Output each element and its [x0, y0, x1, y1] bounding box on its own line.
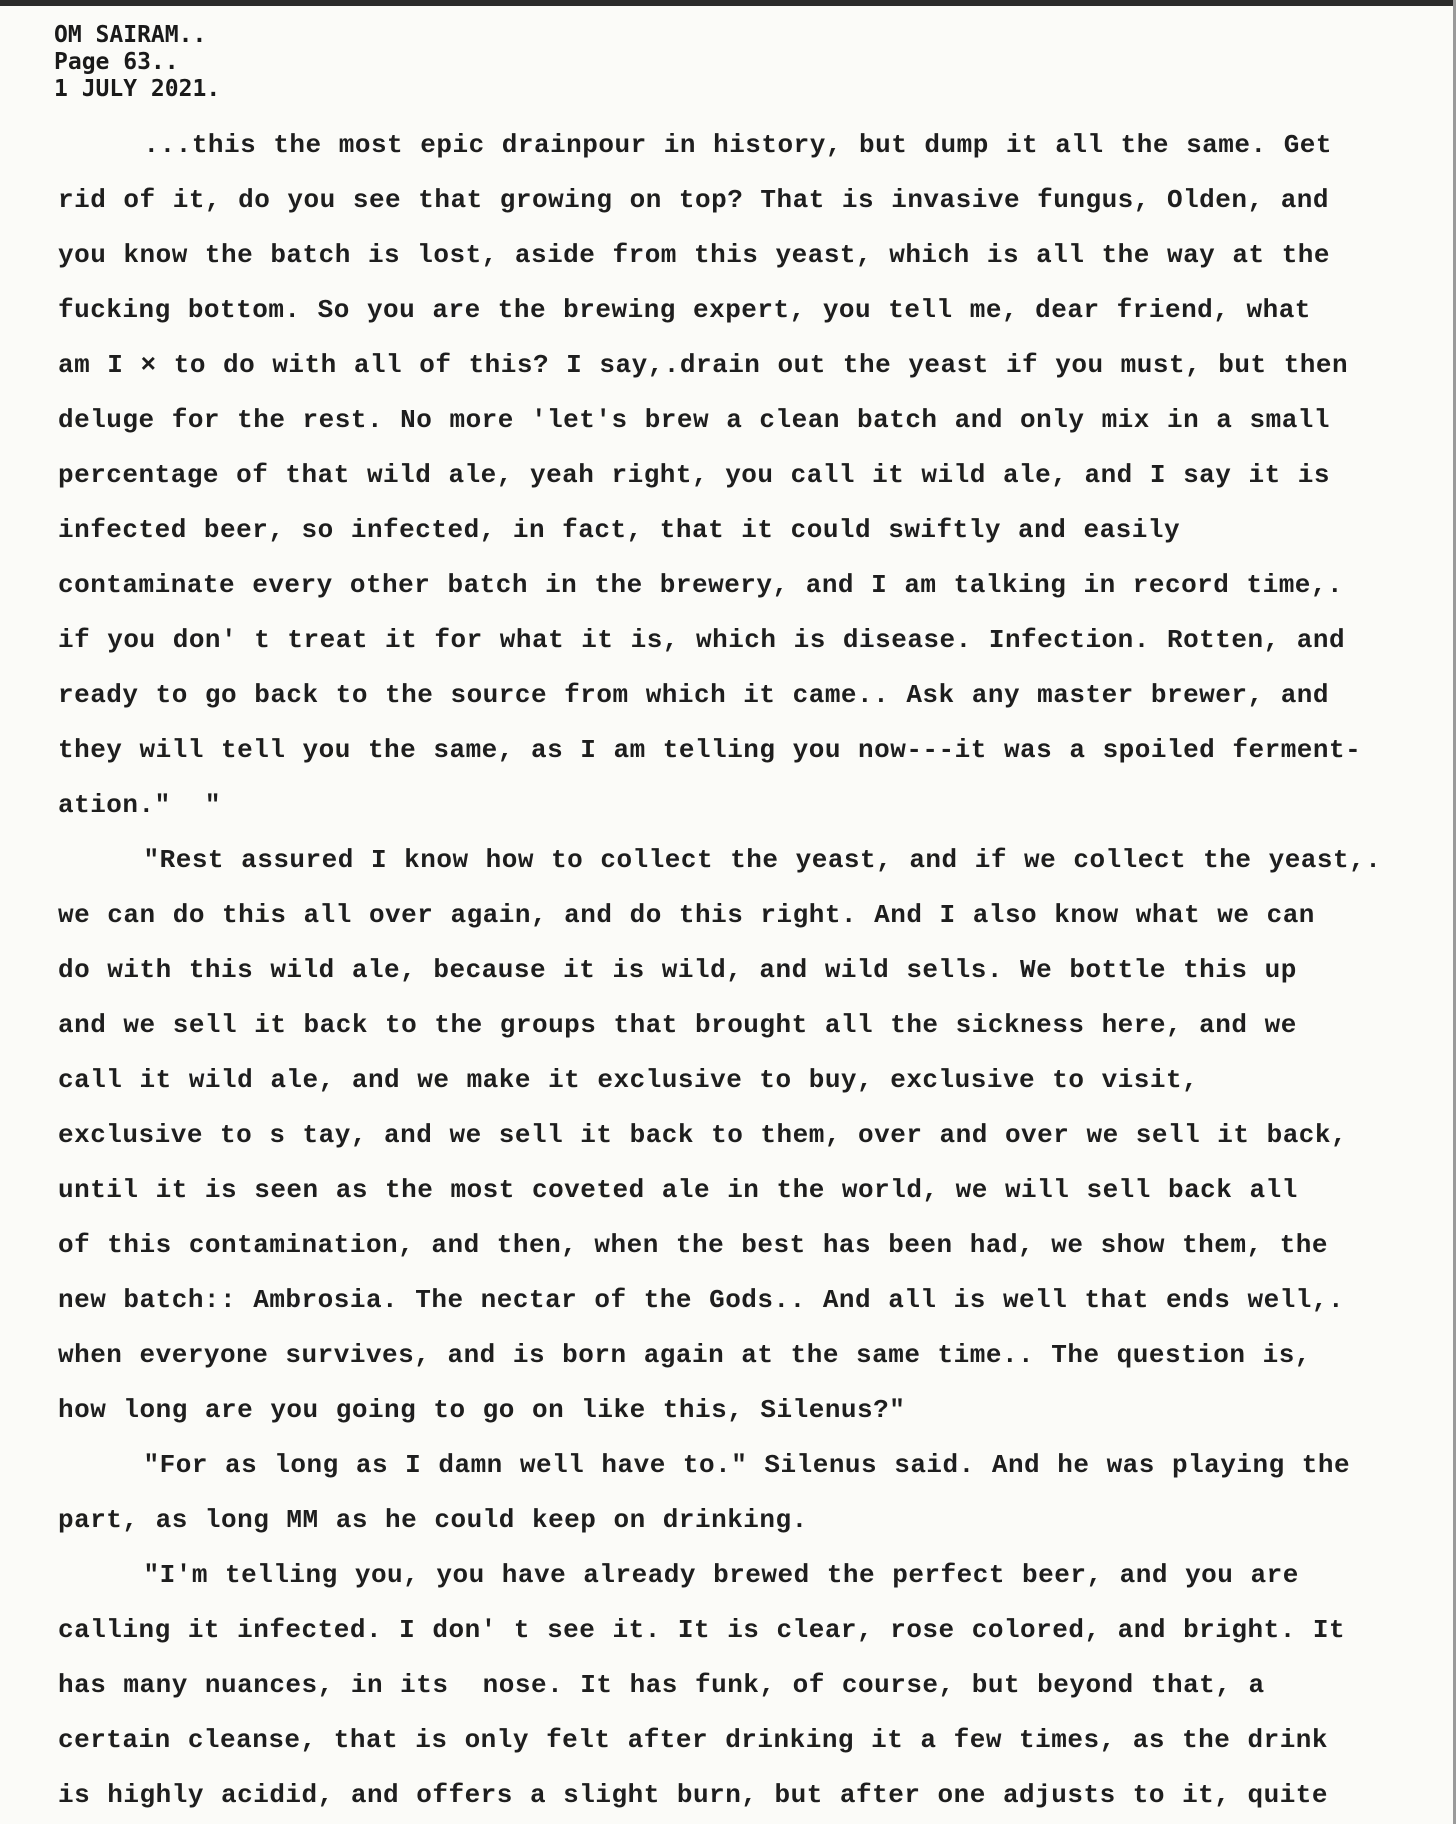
- header-line-invocation: OM SAIRAM..: [54, 22, 207, 48]
- text-line: if you don' t treat it for what it is, which is disease. Infection. Rotten, and: [58, 625, 1346, 655]
- page-header: [54, 22, 220, 103]
- body-text: [58, 118, 1398, 1823]
- header-line-date: 1 JULY 2021.: [54, 76, 221, 102]
- text-line: part, as long MM as he could keep on drinking.: [58, 1505, 808, 1535]
- text-line: percentage of that wild ale, yeah right, you call it wild ale, and I say it is: [58, 460, 1330, 490]
- text-line: call it wild ale, and we make it exclusive to buy, exclusive to visit,: [58, 1065, 1199, 1095]
- text-line: has many nuances, in its nose. It has funk, of course, but beyond that, a: [58, 1670, 1265, 1700]
- header-line-page-number: Page 63..: [54, 49, 179, 75]
- text-line: certain cleanse, that is only felt after drinking it a few times, as the drink: [58, 1725, 1328, 1755]
- text-line: until it is seen as the most coveted ale in the world, we will sell back all: [58, 1175, 1298, 1205]
- text-line: ready to go back to the source from which it came.. Ask any master brewer, and: [58, 680, 1329, 710]
- text-line: they will tell you the same, as I am telling you now---it was a spoiled ferment-: [58, 735, 1362, 765]
- page-top-edge: [0, 0, 1456, 6]
- text-line: "For as long as I damn well have to." Silenus said. And he was playing the: [58, 1450, 1351, 1480]
- text-line: new batch:: Ambrosia. The nectar of the Gods.. And all is well that ends well,.: [58, 1285, 1345, 1315]
- text-line: is highly acidid, and offers a slight burn, but after one adjusts to it, quite: [58, 1780, 1328, 1810]
- text-line: infected beer, so infected, in fact, that it could swiftly and easily: [58, 515, 1181, 545]
- text-line: how long are you going to go on like this, Silenus?": [58, 1395, 906, 1425]
- text-line: and we sell it back to the groups that brought all the sickness here, and we: [58, 1010, 1297, 1040]
- text-line: exclusive to s tay, and we sell it back to them, over and over we sell it back,: [58, 1120, 1348, 1150]
- text-line: contaminate every other batch in the brewery, and I am talking in record time,.: [58, 570, 1344, 600]
- text-line: fucking bottom. So you are the brewing expert, you tell me, dear friend, what: [58, 295, 1311, 325]
- text-line: calling it infected. I don' t see it. It is clear, rose colored, and bright. It: [58, 1615, 1346, 1645]
- text-line: ation." ": [58, 790, 222, 820]
- text-line: we can do this all over again, and do this right. And I also know what we can: [58, 900, 1315, 930]
- text-line: ...this the most epic drainpour in history, but dump it all the same. Get: [58, 130, 1332, 160]
- text-line: "Rest assured I know how to collect the yeast, and if we collect the yeast,.: [58, 845, 1382, 875]
- text-line: rid of it, do you see that growing on top? That is invasive fungus, Olden, and: [58, 185, 1329, 215]
- text-line: when everyone survives, and is born again at the same time.. The question is,: [58, 1340, 1311, 1370]
- text-line: "I'm telling you, you have already brewed the perfect beer, and you are: [58, 1560, 1299, 1590]
- text-line: of this contamination, and then, when the best has been had, we show them, the: [58, 1230, 1328, 1260]
- text-line: you know the batch is lost, aside from this yeast, which is all the way at the: [58, 240, 1330, 270]
- text-line: am I × to do with all of this? I say,.drain out the yeast if you must, but then: [58, 350, 1349, 380]
- text-line: deluge for the rest. No more 'let's brew a clean batch and only mix in a small: [58, 405, 1330, 435]
- text-line: do with this wild ale, because it is wild, and wild sells. We bottle this up: [58, 955, 1297, 985]
